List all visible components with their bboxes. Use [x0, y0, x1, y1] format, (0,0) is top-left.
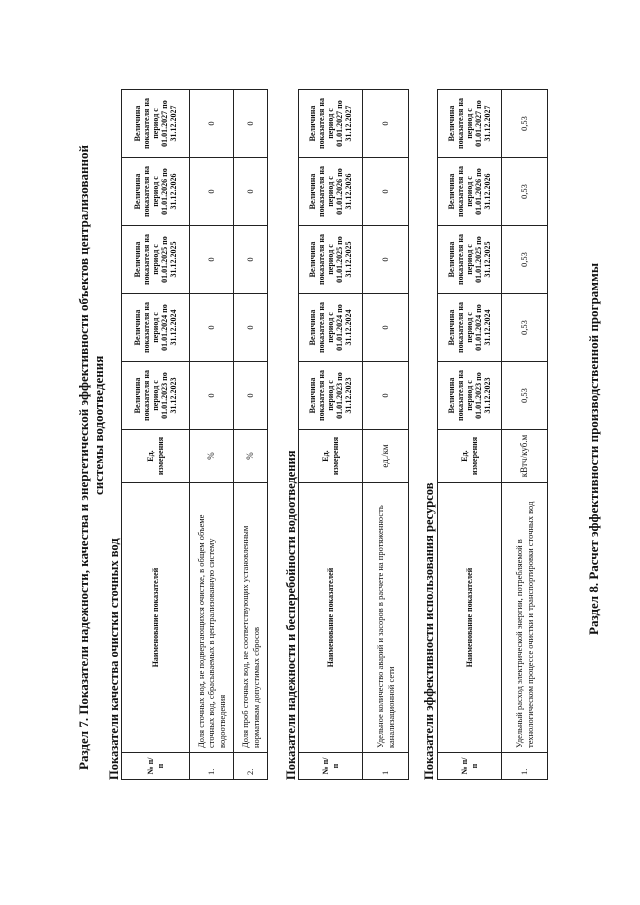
value-2025: 0: [234, 226, 268, 294]
value-2024: 0: [234, 294, 268, 362]
value-2027: 0,53: [502, 90, 548, 158]
header-period-2024: Величина показателя на период с 01.01.2024 по 31.12.2024: [299, 294, 363, 362]
header-period-2027: Величина показателя на период с 01.01.2027 по 31.12.2027: [122, 90, 190, 158]
value-2027: 0: [234, 90, 268, 158]
row-num: 1.: [502, 753, 548, 780]
header-period-2023: Величина показателя на период с 01.01.2023 по 31.12.2023: [299, 362, 363, 430]
value-2027: 0: [363, 90, 409, 158]
resource-efficiency-table: [437, 89, 548, 780]
table-row: [502, 90, 548, 780]
header-period-2027: Величина показателя на период с 01.01.2027 по 31.12.2027: [438, 90, 502, 158]
row-unit: %: [190, 430, 234, 483]
value-2023: 0,53: [502, 362, 548, 430]
header-unit: Ед. измерения: [299, 430, 363, 483]
row-unit: %: [234, 430, 268, 483]
value-2023: 0: [363, 362, 409, 430]
section7-title-line2: системы водоотведения: [91, 355, 106, 495]
table-row: [190, 90, 234, 780]
header-period-2025: Величина показателя на период с 01.01.2025 по 31.12.2025: [438, 226, 502, 294]
header-period-2026: Величина показателя на период с 01.01.2026 по 31.12.2026: [299, 158, 363, 226]
value-2027: 0: [190, 90, 234, 158]
header-period-2026: Величина показателя на период с 01.01.2026 по 31.12.2026: [438, 158, 502, 226]
header-name: Наименование показателей: [438, 483, 502, 753]
row-unit: ед./км: [363, 430, 409, 483]
header-period-2027: Величина показателя на период с 01.01.2027 по 31.12.2027: [299, 90, 363, 158]
header-period-2024: Величина показателя на период с 01.01.2024 по 31.12.2024: [438, 294, 502, 362]
row-name: Доля проб сточных вод, не соответствующих установленным нормативам допустимых сбросов: [234, 483, 268, 753]
table2-caption: Показатели надежности и бесперебойности водоотведения: [284, 450, 298, 780]
table-row: [363, 90, 409, 780]
row-num: 2.: [234, 753, 268, 780]
header-period-2025: Величина показателя на период с 01.01.2025 по 31.12.2025: [122, 226, 190, 294]
header-unit: Ед. измерения: [122, 430, 190, 483]
section7-title-line1: Раздел 7. Показатели надежности, качества и энергетической эффективности объектов централизованной: [76, 145, 91, 770]
row-name: Доля сточных вод, не подвергающихся очистке, в общем объеме сточных вод, сбрасываемых в централизованную систему водоотведения: [190, 483, 234, 753]
value-2026: 0: [234, 158, 268, 226]
header-period-2025: Величина показателя на период с 01.01.2025 по 31.12.2025: [299, 226, 363, 294]
value-2025: 0: [190, 226, 234, 294]
section8-title: Раздел 8. Расчет эффективности производственной программы: [586, 262, 601, 635]
row-unit: кВтч/куб.м: [502, 430, 548, 483]
row-name: Удельный расход электрической энергии, потребляемой в технологическом процессе очистки и транспортировки сточных вод: [502, 483, 548, 753]
value-2023: 0: [190, 362, 234, 430]
table1-caption: Показатели качества очистки сточных вод: [107, 538, 121, 780]
row-name: Удельное количество аварий и засоров в расчете на протяженность канализационной сети: [363, 483, 409, 753]
header-name: Наименование показателей: [299, 483, 363, 753]
header-num: № п/п: [122, 753, 190, 780]
header-period-2023: Величина показателя на период с 01.01.2023 по 31.12.2023: [122, 362, 190, 430]
quality-table: [121, 89, 268, 780]
table-row: [234, 90, 268, 780]
value-2025: 0,53: [502, 226, 548, 294]
table-header-row: [438, 90, 502, 780]
reliability-table: [298, 89, 409, 780]
value-2023: 0: [234, 362, 268, 430]
table3-caption: Показатели эффективности использования ресурсов: [422, 482, 436, 780]
row-num: 1.: [190, 753, 234, 780]
value-2025: 0: [363, 226, 409, 294]
table-header-row: [122, 90, 190, 780]
table-header-row: [299, 90, 363, 780]
row-num: 1: [363, 753, 409, 780]
value-2024: 0: [363, 294, 409, 362]
header-period-2024: Величина показателя на период с 01.01.2024 по 31.12.2024: [122, 294, 190, 362]
header-period-2026: Величина показателя на период с 01.01.2026 по 31.12.2026: [122, 158, 190, 226]
header-name: Наименование показателей: [122, 483, 190, 753]
value-2026: 0,53: [502, 158, 548, 226]
header-num: № п/п: [299, 753, 363, 780]
value-2026: 0: [190, 158, 234, 226]
value-2024: 0,53: [502, 294, 548, 362]
header-unit: Ед. измерения: [438, 430, 502, 483]
header-num: № п/п: [438, 753, 502, 780]
value-2026: 0: [363, 158, 409, 226]
header-period-2023: Величина показателя на период с 01.01.2023 по 31.12.2023: [438, 362, 502, 430]
value-2024: 0: [190, 294, 234, 362]
